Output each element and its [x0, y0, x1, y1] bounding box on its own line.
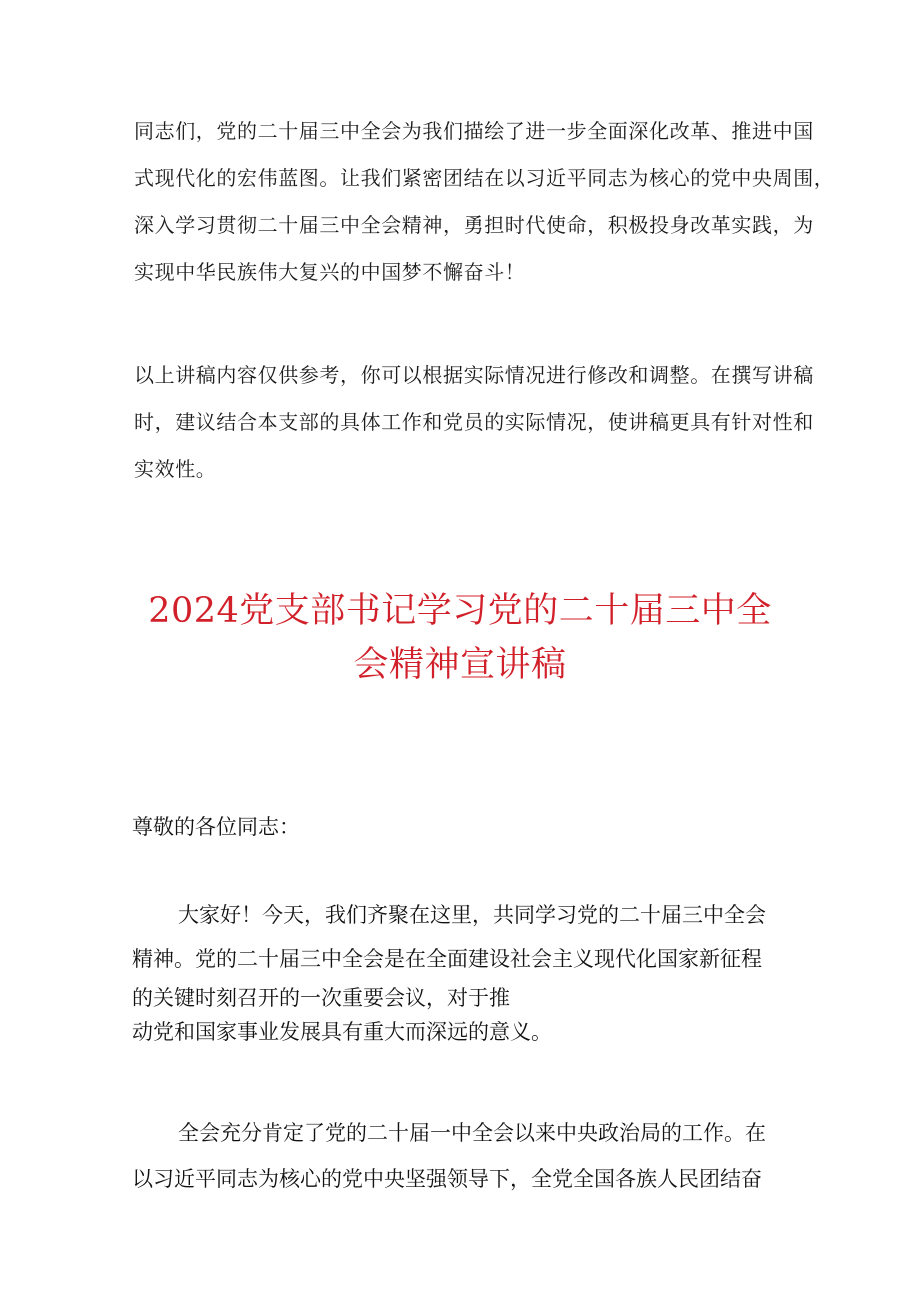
- closing-paragraph-line: 式现代化的宏伟蓝图。让我们紧密团结在以习近平同志为核心的党中央周围，: [134, 166, 835, 190]
- reference-note-paragraph: [134, 352, 814, 493]
- document-title-line-1: 2024党支部书记学习党的二十届三中全: [148, 591, 772, 631]
- speech-salutation: [132, 812, 812, 842]
- speech-paragraph-line: 的关键时刻召开的一次重要会议，对于推: [132, 986, 510, 1010]
- speech-paragraph-line: 动党和国家事业发展具有重大而深远的意义。: [132, 1020, 552, 1044]
- reference-note-line: 时，建议结合本支部的具体工作和党员的实际情况，使讲稿更具有针对性和: [134, 410, 814, 434]
- closing-paragraph-line: 深入学习贯彻二十届三中全会精神，勇担时代使命，积极投身改革实践，为: [134, 213, 814, 237]
- closing-paragraph-line: 同志们，党的二十届三中全会为我们描绘了进一步全面深化改革、推进中国: [134, 119, 814, 143]
- speech-paragraph-2: [132, 1110, 812, 1202]
- closing-paragraph-line: 实现中华民族伟大复兴的中国梦不懈奋斗！: [134, 260, 526, 284]
- speech-paragraph-line: 以习近平同志为核心的党中央坚强领导下，全党全国各族人民团结奋: [132, 1167, 762, 1191]
- speech-paragraph-1: [132, 893, 812, 1049]
- reference-note-line: 实效性。: [134, 457, 217, 481]
- reference-note-line: 以上讲稿内容仅供参考，你可以根据实际情况进行修改和调整。在撰写讲稿: [134, 363, 814, 387]
- salutation-text: 尊敬的各位同志：: [132, 815, 300, 839]
- closing-paragraph: [134, 108, 835, 296]
- speech-paragraph-line: 精神。党的二十届三中全会是在全面建设社会主义现代化国家新征程: [132, 947, 762, 971]
- speech-paragraph-line: 大家好！今天，我们齐聚在这里，共同学习党的二十届三中全会: [178, 903, 766, 927]
- document-title: [100, 584, 820, 692]
- document-title-line-2: 会精神宣讲稿: [353, 645, 567, 685]
- speech-paragraph-line: 全会充分肯定了党的二十届一中全会以来中央政治局的工作。在: [178, 1121, 766, 1145]
